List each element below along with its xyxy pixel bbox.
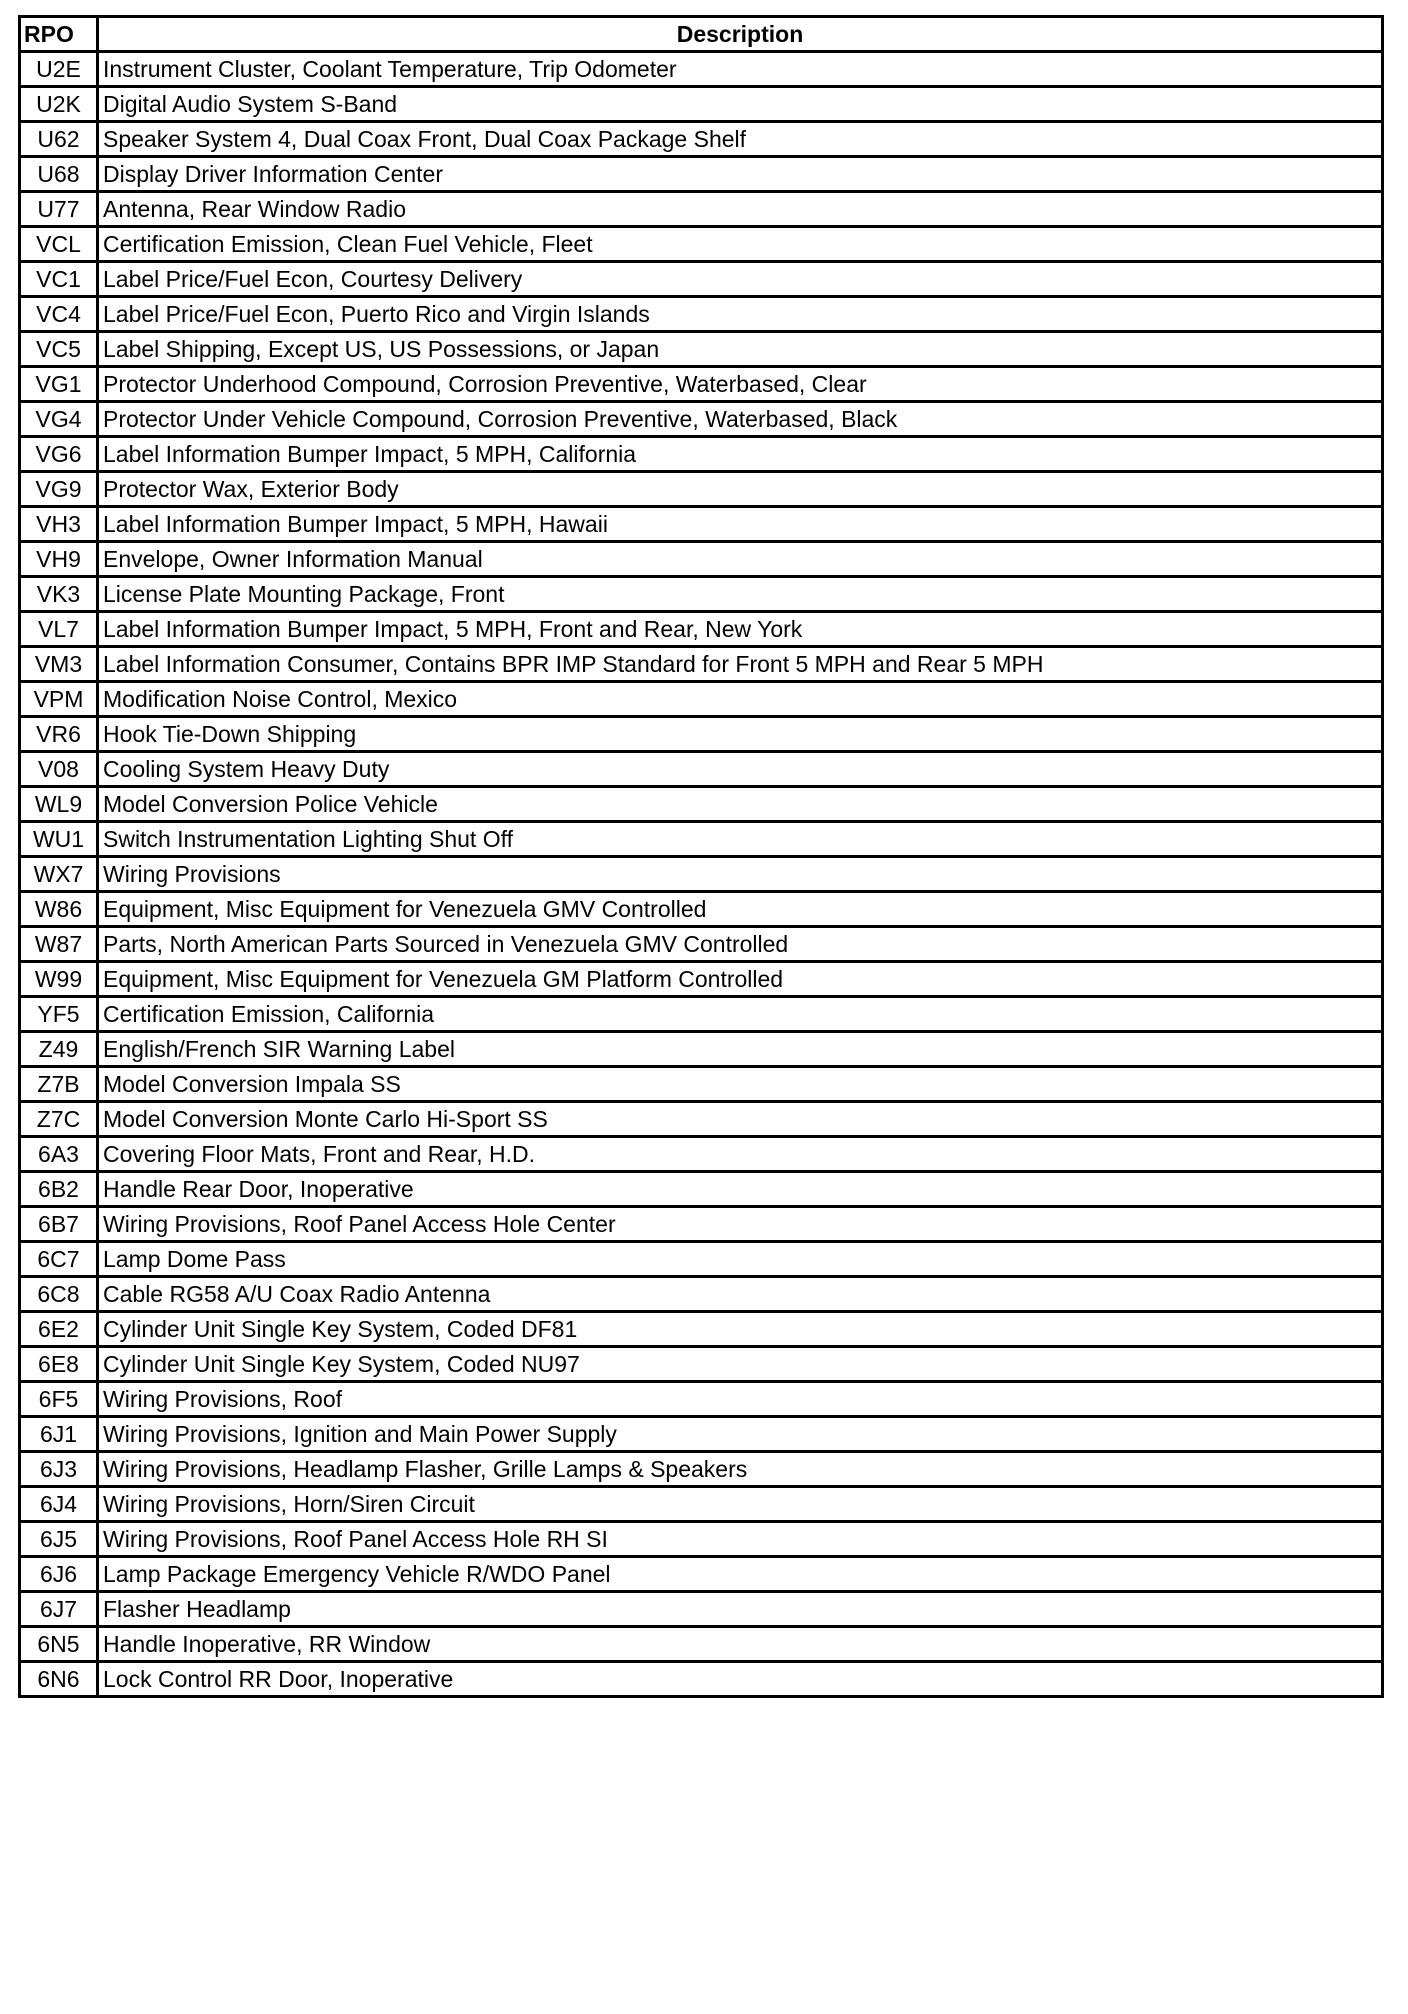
rpo-code: VK3 (20, 577, 98, 612)
table-row (20, 577, 1383, 612)
rpo-description: Model Conversion Monte Carlo Hi-Sport SS (98, 1102, 1383, 1137)
rpo-description: Covering Floor Mats, Front and Rear, H.D. (98, 1137, 1383, 1172)
table-row (20, 1137, 1383, 1172)
rpo-code: VG4 (20, 402, 98, 437)
rpo-code: 6J3 (20, 1452, 98, 1487)
rpo-description: Protector Under Vehicle Compound, Corrosion Preventive, Waterbased, Black (98, 402, 1383, 437)
rpo-code: 6B2 (20, 1172, 98, 1207)
rpo-code: 6C8 (20, 1277, 98, 1312)
rpo-description: Certification Emission, Clean Fuel Vehicle, Fleet (98, 227, 1383, 262)
table-row (20, 647, 1383, 682)
rpo-code: VG1 (20, 367, 98, 402)
table-row (20, 1487, 1383, 1522)
rpo-description: Lamp Dome Pass (98, 1242, 1383, 1277)
rpo-code: 6E2 (20, 1312, 98, 1347)
rpo-code: W87 (20, 927, 98, 962)
rpo-code: VG9 (20, 472, 98, 507)
rpo-description: Certification Emission, California (98, 997, 1383, 1032)
rpo-description: Protector Wax, Exterior Body (98, 472, 1383, 507)
table-row (20, 1242, 1383, 1277)
rpo-code: W86 (20, 892, 98, 927)
rpo-description: Flasher Headlamp (98, 1592, 1383, 1627)
table-row (20, 297, 1383, 332)
table-row (20, 472, 1383, 507)
table-row (20, 682, 1383, 717)
rpo-code: 6J4 (20, 1487, 98, 1522)
rpo-code: U62 (20, 122, 98, 157)
rpo-description: License Plate Mounting Package, Front (98, 577, 1383, 612)
rpo-code: YF5 (20, 997, 98, 1032)
rpo-code: Z49 (20, 1032, 98, 1067)
rpo-description: Wiring Provisions, Roof Panel Access Hole RH SI (98, 1522, 1383, 1557)
rpo-code: 6N6 (20, 1662, 98, 1697)
header-rpo: RPO (20, 17, 98, 52)
rpo-description: Label Shipping, Except US, US Possessions, or Japan (98, 332, 1383, 367)
rpo-code: 6E8 (20, 1347, 98, 1382)
rpo-description: Wiring Provisions, Roof Panel Access Hole Center (98, 1207, 1383, 1242)
rpo-description: Wiring Provisions, Horn/Siren Circuit (98, 1487, 1383, 1522)
rpo-description: Speaker System 4, Dual Coax Front, Dual Coax Package Shelf (98, 122, 1383, 157)
rpo-description: Label Price/Fuel Econ, Courtesy Delivery (98, 262, 1383, 297)
rpo-description: Label Information Bumper Impact, 5 MPH, Front and Rear, New York (98, 612, 1383, 647)
table-row (20, 227, 1383, 262)
table-row (20, 1592, 1383, 1627)
rpo-description: Lamp Package Emergency Vehicle R/WDO Panel (98, 1557, 1383, 1592)
rpo-code: VR6 (20, 717, 98, 752)
header-row (20, 17, 1383, 52)
rpo-description: Envelope, Owner Information Manual (98, 542, 1383, 577)
rpo-code: 6J1 (20, 1417, 98, 1452)
table-row (20, 787, 1383, 822)
rpo-description: Wiring Provisions, Headlamp Flasher, Grille Lamps & Speakers (98, 1452, 1383, 1487)
rpo-description: Wiring Provisions (98, 857, 1383, 892)
table-row (20, 962, 1383, 997)
rpo-code: VM3 (20, 647, 98, 682)
rpo-code: V08 (20, 752, 98, 787)
rpo-code: WU1 (20, 822, 98, 857)
table-body (20, 52, 1383, 1697)
table-row (20, 1032, 1383, 1067)
rpo-description: Model Conversion Police Vehicle (98, 787, 1383, 822)
table-row (20, 1662, 1383, 1697)
table-row (20, 997, 1383, 1032)
rpo-code: VC1 (20, 262, 98, 297)
table-row (20, 367, 1383, 402)
rpo-code: 6B7 (20, 1207, 98, 1242)
rpo-code: 6C7 (20, 1242, 98, 1277)
table-row (20, 1417, 1383, 1452)
rpo-code: VG6 (20, 437, 98, 472)
rpo-description: Cooling System Heavy Duty (98, 752, 1383, 787)
rpo-description: Label Information Bumper Impact, 5 MPH, Hawaii (98, 507, 1383, 542)
rpo-description: Cylinder Unit Single Key System, Coded NU97 (98, 1347, 1383, 1382)
table-row (20, 1067, 1383, 1102)
table-row (20, 332, 1383, 367)
rpo-code: VL7 (20, 612, 98, 647)
table-row (20, 1627, 1383, 1662)
header-description: Description (98, 17, 1383, 52)
rpo-code: W99 (20, 962, 98, 997)
table-row (20, 52, 1383, 87)
rpo-code: 6N5 (20, 1627, 98, 1662)
rpo-code: 6J6 (20, 1557, 98, 1592)
table-row (20, 752, 1383, 787)
table-row (20, 157, 1383, 192)
rpo-description: Protector Underhood Compound, Corrosion Preventive, Waterbased, Clear (98, 367, 1383, 402)
rpo-description: Cylinder Unit Single Key System, Coded DF81 (98, 1312, 1383, 1347)
rpo-code: VCL (20, 227, 98, 262)
rpo-table (18, 15, 1384, 1698)
table-row (20, 192, 1383, 227)
table-row (20, 857, 1383, 892)
table-row (20, 507, 1383, 542)
table-row (20, 717, 1383, 752)
rpo-description: Switch Instrumentation Lighting Shut Off (98, 822, 1383, 857)
table-row (20, 87, 1383, 122)
rpo-code: WL9 (20, 787, 98, 822)
rpo-code: VC5 (20, 332, 98, 367)
rpo-code: U2K (20, 87, 98, 122)
table-row (20, 892, 1383, 927)
table-row (20, 822, 1383, 857)
rpo-code: WX7 (20, 857, 98, 892)
rpo-code: Z7C (20, 1102, 98, 1137)
table-row (20, 1557, 1383, 1592)
table-row (20, 1102, 1383, 1137)
rpo-description: Cable RG58 A/U Coax Radio Antenna (98, 1277, 1383, 1312)
rpo-description: Parts, North American Parts Sourced in Venezuela GMV Controlled (98, 927, 1383, 962)
table-row (20, 927, 1383, 962)
table-row (20, 1347, 1383, 1382)
table-row (20, 542, 1383, 577)
table-row (20, 262, 1383, 297)
rpo-code: 6J5 (20, 1522, 98, 1557)
rpo-description: Equipment, Misc Equipment for Venezuela GM Platform Controlled (98, 962, 1383, 997)
rpo-description: Instrument Cluster, Coolant Temperature, Trip Odometer (98, 52, 1383, 87)
rpo-code: 6A3 (20, 1137, 98, 1172)
table-row (20, 612, 1383, 647)
table-row (20, 1522, 1383, 1557)
rpo-code: Z7B (20, 1067, 98, 1102)
rpo-description: Wiring Provisions, Ignition and Main Power Supply (98, 1417, 1383, 1452)
rpo-code: VH3 (20, 507, 98, 542)
table-row (20, 1172, 1383, 1207)
rpo-description: Display Driver Information Center (98, 157, 1383, 192)
rpo-code: VC4 (20, 297, 98, 332)
rpo-description: Hook Tie-Down Shipping (98, 717, 1383, 752)
table-row (20, 1382, 1383, 1417)
rpo-code: VH9 (20, 542, 98, 577)
rpo-description: Handle Rear Door, Inoperative (98, 1172, 1383, 1207)
rpo-description: Modification Noise Control, Mexico (98, 682, 1383, 717)
rpo-description: Label Price/Fuel Econ, Puerto Rico and Virgin Islands (98, 297, 1383, 332)
rpo-code: U2E (20, 52, 98, 87)
table-row (20, 402, 1383, 437)
rpo-description: Antenna, Rear Window Radio (98, 192, 1383, 227)
rpo-description: Handle Inoperative, RR Window (98, 1627, 1383, 1662)
table-row (20, 1452, 1383, 1487)
rpo-description: Label Information Bumper Impact, 5 MPH, California (98, 437, 1383, 472)
rpo-code: 6J7 (20, 1592, 98, 1627)
rpo-description: Model Conversion Impala SS (98, 1067, 1383, 1102)
table-row (20, 437, 1383, 472)
rpo-description: Label Information Consumer, Contains BPR IMP Standard for Front 5 MPH and Rear 5 MPH (98, 647, 1383, 682)
rpo-description: Equipment, Misc Equipment for Venezuela GMV Controlled (98, 892, 1383, 927)
rpo-code: 6F5 (20, 1382, 98, 1417)
rpo-code: U68 (20, 157, 98, 192)
table-row (20, 1207, 1383, 1242)
table-row (20, 122, 1383, 157)
table-row (20, 1277, 1383, 1312)
rpo-description: Lock Control RR Door, Inoperative (98, 1662, 1383, 1697)
rpo-code: U77 (20, 192, 98, 227)
rpo-code: VPM (20, 682, 98, 717)
rpo-description: Digital Audio System S-Band (98, 87, 1383, 122)
rpo-description: English/French SIR Warning Label (98, 1032, 1383, 1067)
table-row (20, 1312, 1383, 1347)
rpo-description: Wiring Provisions, Roof (98, 1382, 1383, 1417)
